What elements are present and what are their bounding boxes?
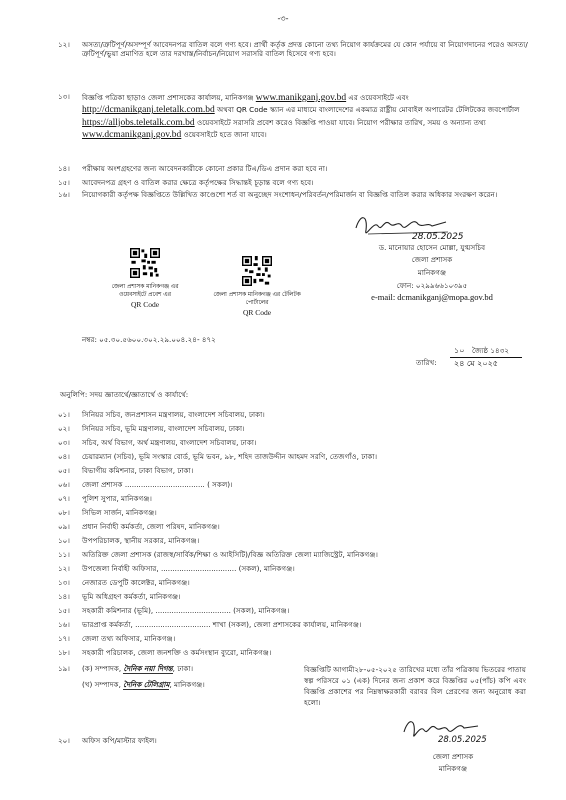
list-item (58, 606, 532, 615)
qr-block-2 (212, 256, 302, 318)
qr-label: QR Code (242, 307, 272, 317)
item-text: পুলিশ সুপার, মানিকগঞ্জ। (82, 494, 152, 503)
item-number: ১৩। (58, 578, 70, 587)
signature-block-1 (352, 243, 512, 303)
item-text: অতিরিক্ত জেলা প্রশাসক (রাজস্ব/সার্বিক/শিক্ষা ও আইসিটি)/বিজ্ঞ অতিরিক্ত জেলা ম্যাজিস্ট্রেট, মানিকগঞ্জ। (82, 550, 378, 559)
memo-date (416, 346, 526, 376)
list-item (58, 620, 532, 629)
item-number: ০৯। (58, 522, 70, 531)
item-number: ০৭। (58, 494, 70, 503)
dc-website-link[interactable]: www.dcmanikganj.gov.bd (82, 130, 182, 141)
list-item (58, 550, 532, 559)
location-text: , ঢাকা। (172, 664, 194, 673)
officer-title: জেলা প্রশাসক (411, 255, 453, 265)
item-number: ০১। (58, 410, 70, 419)
clause-15 (58, 178, 532, 187)
item-text: উপজেলা নির্বাহী অফিসার, ................................. (সকল), মানিকগঞ্জ। (82, 564, 295, 573)
editor-label: (ক) সম্পাদক, (82, 664, 122, 673)
item-number: ১৮। (58, 648, 70, 657)
clause-14 (58, 164, 532, 173)
item-20-number: ২০। (58, 736, 70, 745)
officer-phone: ফোন: ০২৯৯৬৬১০৩৯৫ (396, 281, 468, 291)
clause-12 (58, 40, 532, 59)
item-number: ১৭। (58, 634, 70, 643)
list-item (58, 452, 532, 461)
copy-heading: অনুলিপি: সদয় জ্ঞাতার্থে/জ্ঞাতার্থে ও কার্যার্থে: (60, 390, 189, 399)
item-20-text: অফিস কপি/মাস্টার ফাইল। (82, 736, 157, 745)
bangla-date-day: ১০ (454, 346, 465, 355)
item-number: ১১। (58, 550, 70, 559)
item-number: ১৬। (58, 620, 70, 629)
item-text: সিভিল সার্জন, মানিকগঞ্জ। (82, 508, 157, 517)
item-19-number: ১৯। (58, 664, 70, 673)
clause-number: ১৫। (58, 178, 70, 187)
item-number: ০৮। (58, 508, 70, 517)
clause-13 (58, 92, 532, 141)
item-text: সচিব, অর্থ বিভাগ, অর্থ মন্ত্রণালয়, বাংলাদেশ সচিবালয়, ঢাকা। (82, 438, 257, 447)
item-text: সিনিয়র সচিব, ভূমি মন্ত্রণালয়, বাংলাদেশ সচিবালয়, ঢাকা। (82, 424, 245, 433)
clause-text: অসত্য/ত্রুটিপূর্ণ/অসম্পূর্ণ আবেদনপত্র বাতিল বলে গণ্য হবে। প্রার্থী কর্তৃক প্রদত্ত কোনো তথ্য নিয়োগ কার্যক্রমের যে কোন পর্যায়ে বা নিয়োগদানের পরেও অসত্য/ত্রুটিপূর্ণ/ভুয়া প্রমাণিত হলে তার দরখাস্ত/নির্বাচন/নিয়োগ সরাসরি বাতিল হিসেবে গণ্য হবে। (82, 40, 528, 59)
item-text: জেলা তথ্য অফিসার, মানিকগঞ্জ। (82, 634, 176, 643)
list-item (58, 438, 532, 447)
clause-text: ওয়েবসাইটে হতে জানা যাবে। (181, 130, 267, 140)
newspaper-name: দৈনিক নয়া দিগন্ত (123, 664, 173, 673)
item-number: ১২। (58, 564, 70, 573)
list-item (58, 564, 532, 573)
item-text: জেলা প্রশাসক ................................... ( সকল)। (82, 480, 233, 489)
clause-text: এর ওয়েবসাইটে এবং (346, 93, 409, 102)
item-text: সিনিয়র সচিব, জনপ্রশাসন মন্ত্রণালয়, বাংলাদেশ সচিবালয়, ঢাকা। (82, 410, 265, 419)
date-label: তারিখ: (416, 358, 437, 367)
item-text: ভারপ্রাপ্ত কর্মকর্তা, ................................. শাখা (সকল), জেলা প্রশাসকের কার্যালয়, মানিকগঞ্জ। (82, 620, 362, 629)
item-text: সহকারী পরিচালক, জেলা জনশক্তি ও কর্মসংস্থান ব্যুরো, মানিকগঞ্জ। (82, 648, 272, 657)
item-number: ০৫। (58, 466, 70, 475)
list-item (58, 466, 532, 475)
signature-block-2 (398, 752, 508, 774)
teletalk-link[interactable]: http://dcmanikganj.teletalk.com.bd (82, 105, 215, 116)
item-number: ১৪। (58, 592, 70, 601)
english-date: ২৪ মে ২০২৫ (454, 359, 498, 368)
date-divider (450, 357, 522, 358)
qr-code-icon[interactable] (130, 248, 190, 280)
item-text: প্রধান নির্বাহী কর্মকর্তা, জেলা পরিষদ, মানিকগঞ্জ। (82, 522, 220, 531)
memo-number: নম্বর: ০৫.৩০.৫৬০০.৩০২.২৯.০০৪.২৪- ৪৭২ (82, 335, 216, 344)
officer-title: জেলা প্রশাসক (432, 752, 474, 761)
list-item (58, 508, 532, 517)
list-item (58, 410, 532, 419)
clause-text: পরীক্ষায় অংশগ্রহণের জন্য আবেদনকারীকে কোনো প্রকার টিএ/ডিএ প্রদান করা হবে না। (82, 164, 328, 173)
item-text: চেয়ারম্যান (সচিব), ভূমি সংস্কার বোর্ড, ভূমি ভবন, ৯৮, শহিদ তাজউদ্দীন আহমদ সরণি, তেজগাঁও, ঢাকা। (82, 452, 378, 461)
item-number: ১০। (58, 536, 70, 545)
editor-label: (খ) সম্পাদক, (82, 680, 121, 689)
newspaper-name: দৈনিক টেলিগ্রাম (123, 680, 170, 689)
qr-caption: জেলা প্রশাসক মানিকগঞ্জ এর ওয়েবসাইটে প্রবেশ এর (111, 284, 179, 298)
signature-date: 28.05.2025 (412, 232, 464, 242)
qr-code-graphic (242, 256, 272, 286)
clause-text: আবেদনপত্র গ্রহণ ও বাতিল করার ক্ষেত্রে কর্তৃপক্ষের সিদ্ধান্তই চূড়ান্ত বলে গণ্য হবে। (82, 178, 314, 187)
qr-code-icon[interactable] (242, 256, 302, 288)
list-item (58, 536, 532, 545)
page-number: -৩- (277, 14, 289, 23)
item-19-line-a (82, 664, 193, 674)
item-number: ০৩। (58, 438, 70, 447)
list-item (58, 648, 532, 657)
qr-block-1 (100, 248, 190, 310)
item-number: ০২। (58, 424, 70, 433)
list-item (58, 578, 532, 587)
list-item (58, 494, 532, 503)
item-text: উপপরিচালক, স্থানীয় সরকার, মানিকগঞ্জ। (82, 536, 200, 545)
clause-number: ১২। (58, 40, 70, 49)
item-number: ১৫। (58, 606, 70, 615)
signature-2 (398, 716, 518, 750)
website-link[interactable]: www.manikganj.gov.bd (255, 93, 347, 103)
item-text: বিভাগীয় কমিশনার, ঢাকা বিভাগ, ঢাকা। (82, 466, 194, 475)
alljobs-link[interactable]: https://alljobs.teletalk.com.bd (82, 117, 195, 128)
clause-number: ১৬। (58, 190, 70, 199)
officer-name: ড. মানোয়ার হোসেন মোল্লা, যুগ্মসচিব (378, 243, 486, 252)
clause-text: ওয়েবসাইটে সরাসরি প্রবেশ করেও বিজ্ঞপ্তি পাওয়া যাবে। নিয়োগ পরীক্ষার তারিখ, সময় ও অন্যান্য তথ্য (194, 117, 486, 127)
officer-district: মানিকগঞ্জ (417, 267, 447, 277)
item-text: সহকারী কমিশনার (ভূমি), ................................. (সকল), মানিকগঞ্জ। (82, 606, 290, 615)
list-item (58, 592, 532, 601)
item-number: ০৪। (58, 452, 70, 461)
signature-date: 28.05.2025 (438, 735, 487, 745)
clause-text: অথবা QR Code স্ক্যান এর মাধ্যমে বাংলাদেশের একমাত্র রাষ্ট্রীয় মোবাইল অপারেটর টেলিটকের জবপোর্টাল (214, 105, 520, 115)
bangla-date-month: জ্যৈষ্ঠ ১৪৩২ (472, 346, 510, 355)
item-19-notice: বিজ্ঞপ্তিটি আগামী২৮-০৫-২০২৫ তারিখের মধ্যে তাঁর পত্রিকায় ভিতরের পাতায় স্বল্প পরিসরে ০১ (এক) দিনের জন্য প্রকাশ করে বিজ্ঞপ্তির ০৫(পাঁচ) কপি এবং বিজ্ঞপ্তি প্রকাশের পর নিম্নস্বাক্ষরকারী বরাবর বিল প্রেরণের জন্য অনুরোধ করা হলো। (304, 665, 526, 708)
clause-16 (58, 190, 532, 199)
officer-district: মানিকগঞ্জ (438, 764, 468, 774)
location-text: , মানিকগঞ্জ। (169, 680, 205, 689)
list-item (58, 634, 532, 643)
clause-text: নিয়োগকারী কর্তৃপক্ষ বিজ্ঞপ্তিতে উল্লিখিত কাণ্ডেশো শর্ত বা অনুচ্ছেদ সংশোধন/পরিবর্তন/পরিমার্জন বা বিজ্ঞপ্তি বাতিল করার অধিকার সংরক্ষণ করেন। (82, 190, 498, 199)
clause-number: ১৪। (58, 164, 70, 173)
list-item (58, 480, 532, 489)
item-number: ০৬। (58, 480, 70, 489)
officer-email: e-mail: dcmanikganj@mopa.gov.bd (371, 292, 493, 303)
list-item (58, 522, 532, 531)
clause-text: বিজ্ঞপ্তি পত্রিকা ছাড়াও জেলা প্রশাসকের কার্যালয়, মানিকগঞ্জ (82, 93, 256, 102)
item-text: ভূমি অধিগ্রহণ কর্মকর্তা, মানিকগঞ্জ। (82, 592, 181, 601)
qr-caption: জেলা প্রশাসক মানিকগঞ্জ এর টেলিটক পোর্টালের (213, 292, 301, 306)
item-19-line-b (82, 680, 205, 690)
qr-code-graphic (130, 248, 160, 278)
clause-number: ১৩। (58, 92, 70, 101)
qr-label: QR Code (130, 299, 160, 309)
list-item (58, 424, 532, 433)
item-text: নেজারত ডেপুটি কালেক্টর, মানিকগঞ্জ। (82, 578, 190, 587)
